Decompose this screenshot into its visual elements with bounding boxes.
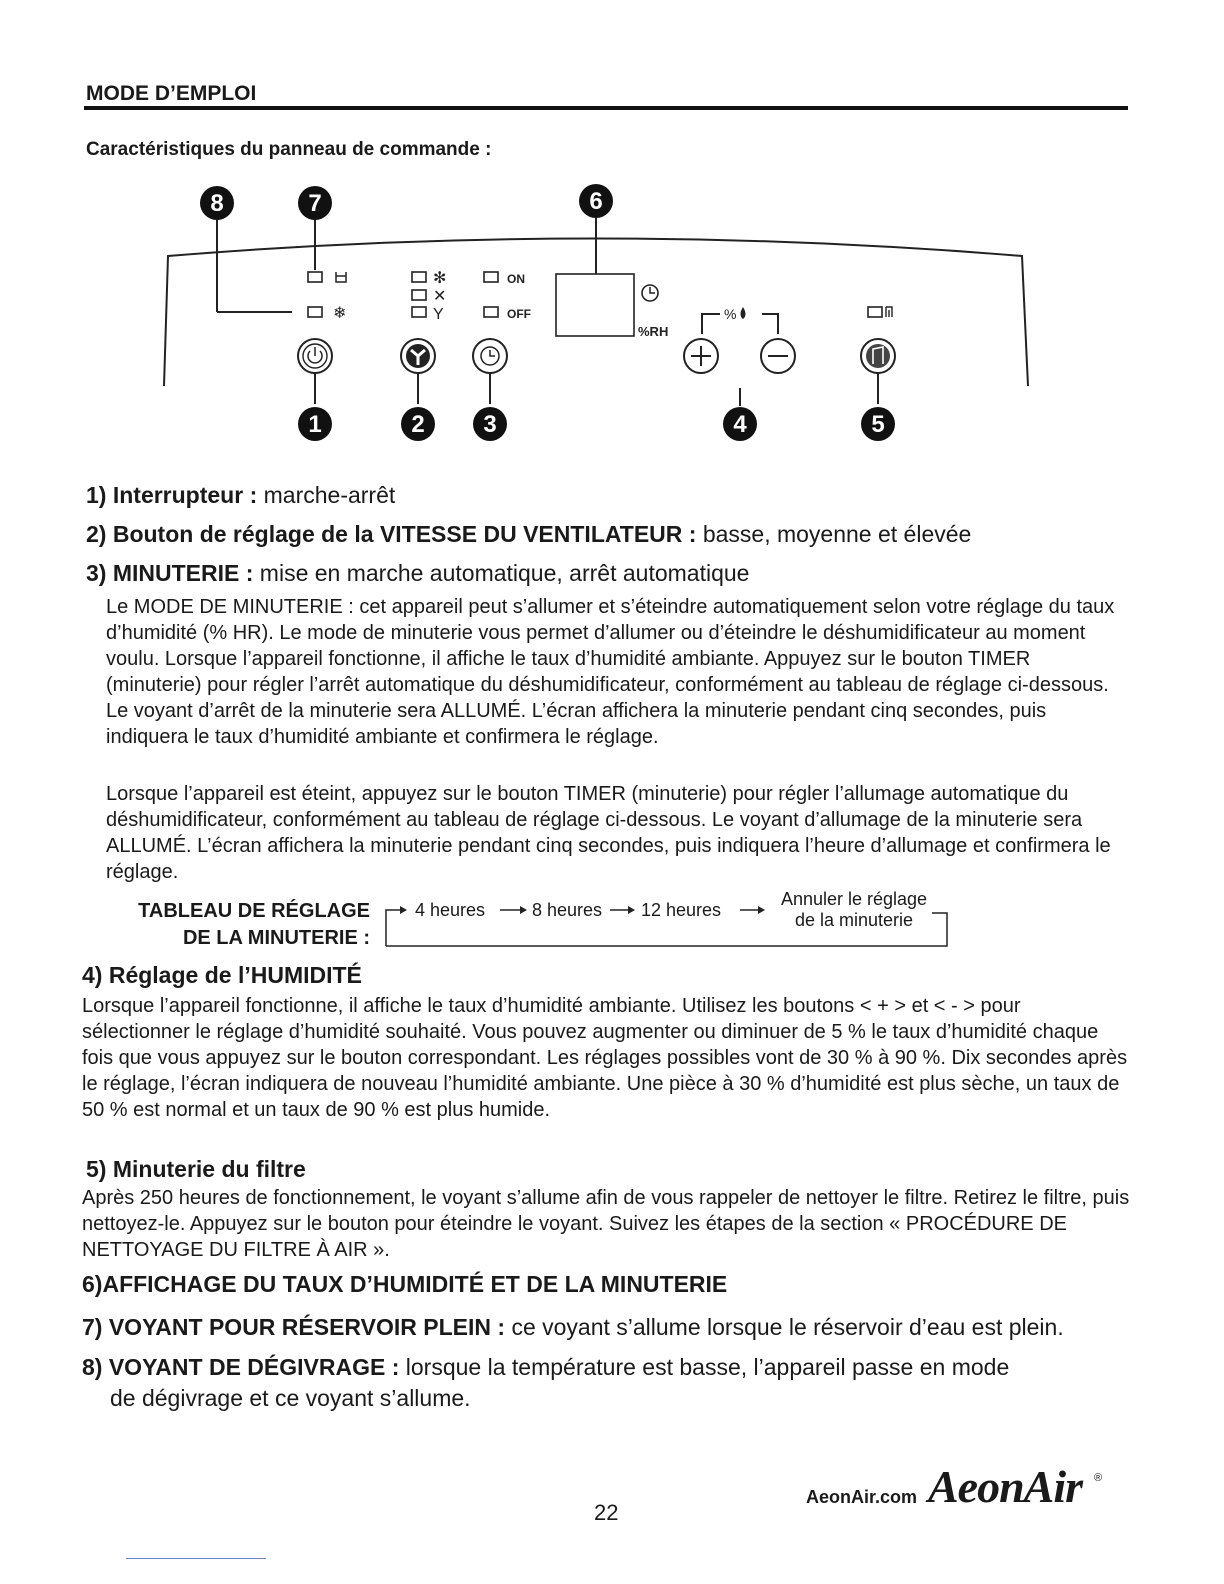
- item-5: 5) Minuterie du filtre: [86, 1156, 306, 1182]
- item-6: 6)AFFICHAGE DU TAUX D’HUMIDITÉ ET DE LA MINUTERIE: [82, 1271, 728, 1297]
- percent-label: %: [724, 306, 737, 322]
- item-7: 7) VOYANT POUR RÉSERVOIR PLEIN : ce voyant s’allume lorsque le réservoir d’eau est plein.: [82, 1314, 1064, 1340]
- item-4-paragraph: Lorsque l’appareil fonctionne, il affiche le taux d’humidité ambiante. Utilisez les boutons < + > et < - > pour sélectionner le réglage d’humidité souhaité. Vous pouvez augmenter ou diminuer de 5 % le taux d’humidité chaque fois que vous appuyez sur le bouton correspondant. Les réglages possibles vont de 30 % à 90 %. Dix secondes après le réglage, l’écran indiquera de nouveau l’humidité ambiante. Une pièce à 30 % d’humidité est plus sèche, un taux de 50 % est normal et un taux de 90 % est plus humide.: [82, 995, 1128, 1121]
- callout-3: 3: [483, 411, 497, 438]
- on-label: ON: [507, 272, 525, 286]
- fan-speed-button[interactable]: [401, 339, 435, 373]
- rh-label: %RH: [638, 324, 669, 339]
- aeonair-logo: AeonAir: [928, 1461, 1083, 1512]
- item-3-paragraph-2: Lorsque l’appareil est éteint, appuyez sur le bouton TIMER (minuterie) pour régler l’allumage automatique du déshumidificateur, conformément au tableau de réglage ci-dessous. Le voyant d’allumage de la minuterie sera ALLUMÉ. L’écran affichera la minuterie pendant cinq secondes, puis indiquera l’heure d’allumage et confirmera le réglage.: [106, 783, 1111, 883]
- control-panel-diagram: [150, 176, 1040, 456]
- page-title: MODE D’EMPLOI: [86, 82, 257, 105]
- fan-medium-icon: ✕: [433, 288, 447, 305]
- item-1: 1) Interrupteur : marche-arrêt: [86, 482, 396, 508]
- timer-step-8h: 8 heures: [532, 900, 603, 920]
- footer-website: AeonAir.com: [806, 1487, 918, 1507]
- timer-step-cancel: Annuler le réglage de la minuterie: [780, 889, 928, 930]
- humidity-minus-button[interactable]: [761, 339, 795, 373]
- item-8-continued: de dégivrage et ce voyant s’allume.: [110, 1385, 471, 1411]
- bucket-icon: [336, 272, 346, 282]
- off-label: OFF: [507, 307, 531, 321]
- callout-2: 2: [411, 411, 425, 438]
- timer-step-4h: 4 heures: [415, 900, 486, 920]
- filter-indicator-icon: [886, 307, 892, 317]
- callout-5: 5: [871, 411, 885, 438]
- section-subtitle: Caractéristiques du panneau de commande :: [86, 139, 492, 160]
- humidity-plus-button[interactable]: [684, 339, 718, 373]
- bottom-rule: [126, 1558, 266, 1559]
- item-4: 4) Réglage de l’HUMIDITÉ: [82, 962, 362, 988]
- callout-4: 4: [733, 411, 747, 438]
- display-clock-icon: [642, 285, 658, 301]
- callout-8: 8: [210, 190, 224, 217]
- item-5-paragraph: Après 250 heures de fonctionnement, le voyant s’allume afin de vous rappeler de nettoyer le filtre. Retirez le filtre, puis nettoyez-le. Appuyez sur le bouton pour éteindre le voyant. Suivez les étapes de la section « PROCÉDURE DE NETTOYAGE DU FILTRE À AIR ».: [82, 1187, 1130, 1261]
- registered-mark: ®: [1094, 1472, 1103, 1484]
- timer-table-label: TABLEAU DE RÉGLAGE DE LA MINUTERIE :: [138, 900, 370, 949]
- timer-setting-table: [110, 888, 970, 954]
- item-2: 2) Bouton de réglage de la VITESSE DU VENTILATEUR : basse, moyenne et élevée: [86, 521, 972, 547]
- filter-reset-button[interactable]: [861, 339, 895, 373]
- fan-high-icon: ✻: [433, 270, 447, 287]
- water-drop-icon: [741, 307, 746, 319]
- snowflake-icon: ❄: [333, 305, 347, 322]
- timer-button[interactable]: [473, 339, 507, 373]
- header-rule: [84, 106, 1128, 110]
- item-8: 8) VOYANT DE DÉGIVRAGE : lorsque la température est basse, l’appareil passe en mode: [82, 1354, 1010, 1380]
- fan-low-icon: Y: [433, 306, 444, 323]
- item-3-paragraph-1: Le MODE DE MINUTERIE : cet appareil peut s’allumer et s’éteindre automatiquement selon votre réglage du taux d’humidité (% HR). Le mode de minuterie vous permet d’allumer ou d’éteindre le déshumidificateur au moment voulu. Lorsque l’appareil fonctionne, il affiche le taux d’humidité ambiante. Appuyez sur le bouton TIMER (minuterie) pour régler l’arrêt automatique du déshumidificateur, conformément au tableau de réglage ci-dessous. Le voyant d’arrêt de la minuterie sera ALLUMÉ. L’écran affichera la minuterie pendant cinq secondes, puis indiquera le taux d’humidité ambiante et confirmera le réglage.: [106, 596, 1115, 748]
- power-button[interactable]: [298, 339, 332, 373]
- callout-7: 7: [308, 190, 322, 217]
- item-3: 3) MINUTERIE : mise en marche automatique, arrêt automatique: [86, 560, 750, 586]
- timer-step-12h: 12 heures: [641, 900, 722, 920]
- page-number: 22: [594, 1500, 619, 1525]
- callout-1: 1: [308, 411, 322, 438]
- callout-6: 6: [589, 188, 603, 215]
